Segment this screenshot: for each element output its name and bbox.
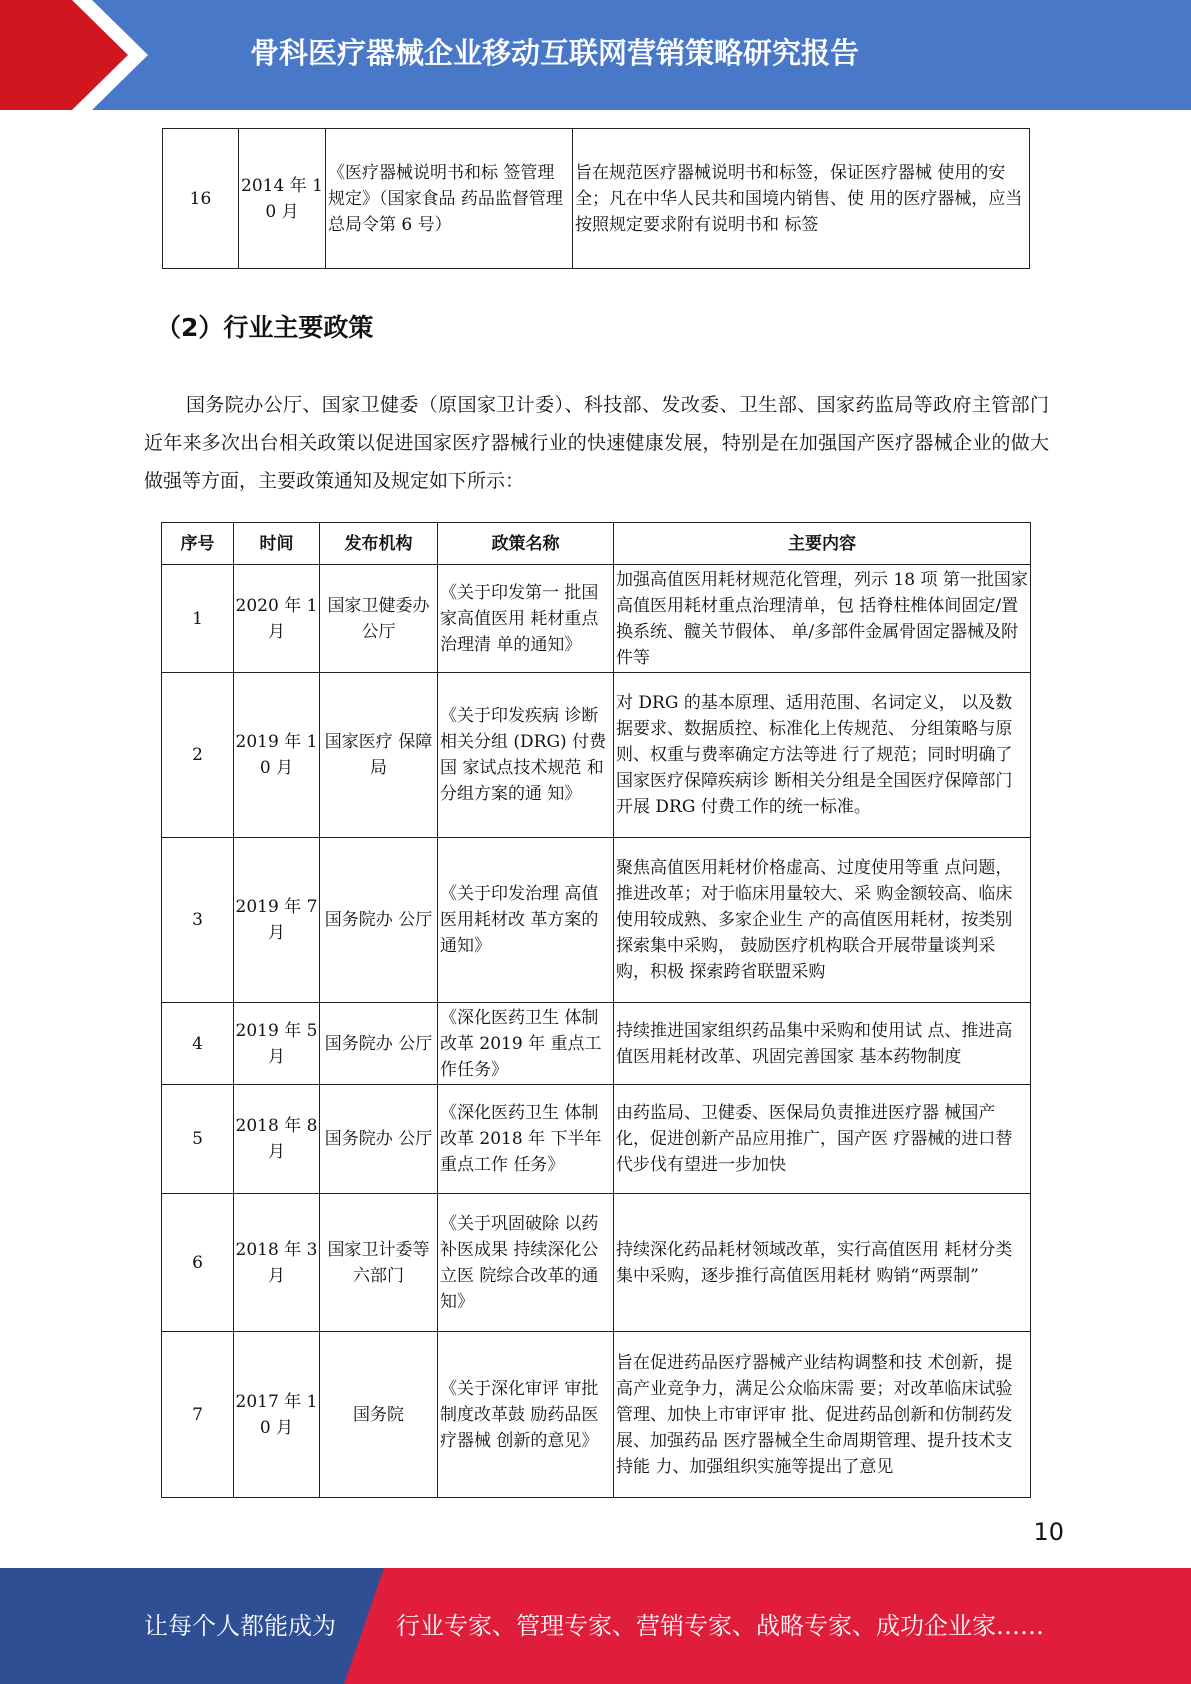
table-header-row <box>162 523 1031 565</box>
header-policy-name: 政策名称 <box>438 523 614 565</box>
row-regulation-name: 《医疗器械说明书和标 签管理规定》（国家食品 药品监督管理总局令第 6 号） <box>326 129 573 269</box>
header-org: 发布机构 <box>320 523 438 565</box>
row-policy-name: 《深化医药卫生 体制改革 2018 年 下半年重点工作 任务》 <box>438 1085 614 1194</box>
row-org: 国家卫健委办公厅 <box>320 565 438 673</box>
table-row <box>162 673 1031 838</box>
page-number: 10 <box>1033 1518 1064 1546</box>
row-date: 2019 年 5 月 <box>234 1003 320 1085</box>
row-date: 2018 年 3 月 <box>234 1194 320 1332</box>
row-date: 2017 年 10 月 <box>234 1332 320 1498</box>
row-org: 国务院办 公厅 <box>320 1085 438 1194</box>
row-number: 6 <box>162 1194 234 1332</box>
row-date: 2020 年 1 月 <box>234 565 320 673</box>
row-policy-name: 《深化医药卫生 体制改革 2019 年 重点工作任务》 <box>438 1003 614 1085</box>
table-row <box>162 1003 1031 1085</box>
row-policy-name: 《关于深化审评 审批制度改革鼓 励药品医疗器械 创新的意见》 <box>438 1332 614 1498</box>
row-policy-name: 《关于印发第一 批国家高值医用 耗材重点治理清 单的通知》 <box>438 565 614 673</box>
row-policy-name: 《关于巩固破除 以药补医成果 持续深化公立医 院综合改革的通 知》 <box>438 1194 614 1332</box>
row-org: 国务院 <box>320 1332 438 1498</box>
row-org: 国务院办 公厅 <box>320 838 438 1003</box>
table-row <box>162 838 1031 1003</box>
table-row <box>162 1194 1031 1332</box>
header-date: 时间 <box>234 523 320 565</box>
row-policy-name: 《关于印发治理 高值医用耗材改 革方案的通知》 <box>438 838 614 1003</box>
row-date: 2019 年 7 月 <box>234 838 320 1003</box>
row-number: 16 <box>163 129 239 269</box>
header-no: 序号 <box>162 523 234 565</box>
row-content: 对 DRG 的基本原理、适用范围、名词定义， 以及数据要求、数据质控、标准化上传规范、 分组策略与原则、权重与费率确定方法等进 行了规范；同时明确了国家医疗保障疾病诊 断相关分组是全国医疗保障部门开展 DRG 付费工作的统一标准。 <box>614 673 1031 838</box>
row-number: 3 <box>162 838 234 1003</box>
row-date: 2014 年 10 月 <box>239 129 326 269</box>
row-number: 7 <box>162 1332 234 1498</box>
table-row <box>162 1332 1031 1498</box>
intro-paragraph: 国务院办公厅、国家卫健委（原国家卫计委）、科技部、发改委、卫生部、国家药监局等政府主管部门近年来多次出台相关政策以促进国家医疗器械行业的快速健康发展，特别是在加强国产医疗器械企业的做大做强等方面，主要政策通知及规定如下所示： <box>144 394 1049 492</box>
row-content: 旨在规范医疗器械说明书和标签，保证医疗器械 使用的安全；凡在中华人民共和国境内销售、使 用的医疗器械，应当按照规定要求附有说明书和 标签 <box>573 129 1030 269</box>
row-org: 国家医疗 保障局 <box>320 673 438 838</box>
row-org: 国家卫计委等六部门 <box>320 1194 438 1332</box>
row-content: 持续深化药品耗材领域改革，实行高值医用 耗材分类集中采购，逐步推行高值医用耗材 购销“两票制” <box>614 1194 1031 1332</box>
row-number: 4 <box>162 1003 234 1085</box>
page-footer <box>0 1568 1191 1684</box>
row-policy-name: 《关于印发疾病 诊断相关分组 (DRG) 付费国 家试点技术规范 和分组方案的通 知》 <box>438 673 614 838</box>
row-content: 旨在促进药品医疗器械产业结构调整和技 术创新，提高产业竞争力，满足公众临床需 要；对改革临床试验管理、加快上市审评审 批、促进药品创新和仿制药发展、加强药品 医疗器械全生命周期管理、提升技术支持能 力、加强组织实施等提出了意见 <box>614 1332 1031 1498</box>
table-row <box>162 565 1031 673</box>
policy-table <box>161 522 1031 1498</box>
row-date: 2018 年 8 月 <box>234 1085 320 1194</box>
row-number: 1 <box>162 565 234 673</box>
row-date: 2019 年 10 月 <box>234 673 320 838</box>
row-content: 由药监局、卫健委、医保局负责推进医疗器 械国产化，促进创新产品应用推广，国产医 疗器械的进口替代步伐有望进一步加快 <box>614 1085 1031 1194</box>
table-row <box>162 1085 1031 1194</box>
footer-slogan-left: 让每个人都能成为 <box>144 1612 336 1640</box>
row-content: 加强高值医用耗材规范化管理，列示 18 项 第一批国家高值医用耗材重点治理清单，包 括脊柱椎体间固定/置换系统、髋关节假体、 单/多部件金属骨固定器械及附件等 <box>614 565 1031 673</box>
header-content: 主要内容 <box>614 523 1031 565</box>
row-number: 5 <box>162 1085 234 1194</box>
section-heading: （2）行业主要政策 <box>156 313 374 342</box>
footer-slogan-right: 行业专家、管理专家、营销专家、战略专家、成功企业家…… <box>396 1612 1044 1640</box>
report-title: 骨科医疗器械企业移动互联网营销策略研究报告 <box>250 36 860 70</box>
row-number: 2 <box>162 673 234 838</box>
row-org: 国务院办 公厅 <box>320 1003 438 1085</box>
row-content: 持续推进国家组织药品集中采购和使用试 点、推进高值医用耗材改革、巩固完善国家 基本药物制度 <box>614 1003 1031 1085</box>
row-content: 聚焦高值医用耗材价格虚高、过度使用等重 点问题，推进改革；对于临床用量较大、采 购金额较高、临床使用较成熟、多家企业生 产的高值医用耗材，按类别探索集中采购， 鼓励医疗机构联合开展带量谈判采购，积极 探索跨省联盟采购 <box>614 838 1031 1003</box>
